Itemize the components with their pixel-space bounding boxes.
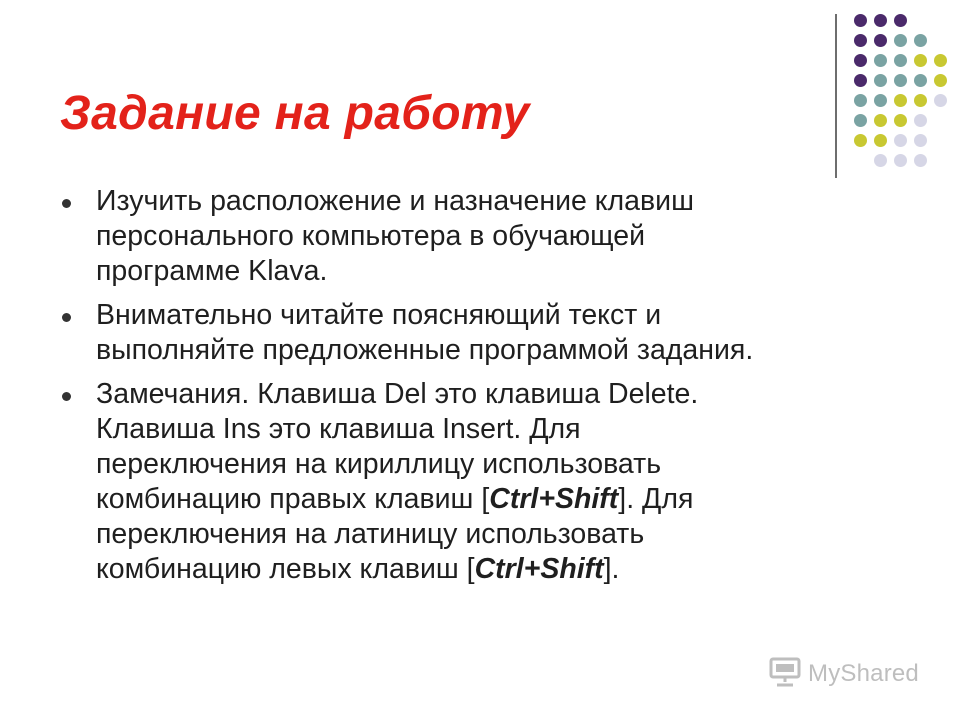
bullet-dot-icon xyxy=(62,199,71,208)
text-segment: комбинацию левых клавиш [ xyxy=(96,553,475,585)
decor-dot xyxy=(894,74,907,87)
decor-dot xyxy=(874,154,887,167)
decor-dot xyxy=(934,54,947,67)
decor-dot xyxy=(934,74,947,87)
decor-dot xyxy=(854,54,867,67)
key-combo-left: Ctrl+Shift xyxy=(474,553,604,585)
bullet-text-line: Внимательно читайте поясняющий текст и xyxy=(96,299,662,331)
decor-dot xyxy=(894,114,907,127)
bullet-text-line: переключения на кириллицу использовать xyxy=(96,448,662,480)
key-combo-right: Ctrl+Shift xyxy=(489,483,619,515)
decor-dot xyxy=(874,14,887,27)
bullet-text-line: персонального компьютера в обучающей xyxy=(96,220,646,252)
decor-dot xyxy=(874,34,887,47)
watermark-text: MyShared xyxy=(808,660,919,687)
slide-title: Задание на работу xyxy=(60,87,530,140)
bullet-text-line xyxy=(96,482,920,517)
decor-dot xyxy=(874,134,887,147)
presentation-board-icon xyxy=(768,656,802,693)
bullet-text-line: Изучить расположение и назначение клавиш xyxy=(96,185,694,217)
decorative-dot-grid xyxy=(851,14,951,164)
watermark xyxy=(768,656,919,692)
bullet-text-line xyxy=(96,552,920,587)
bullet-text-line: Клавиша Ins это клавиша Insert. Для xyxy=(96,413,581,445)
decor-dot xyxy=(914,54,927,67)
bullet-text-line: Замечания. Клавиша Del это клавиша Delete. xyxy=(96,378,699,410)
decor-dot xyxy=(914,154,927,167)
bullet-item xyxy=(60,184,920,289)
decor-dot xyxy=(854,34,867,47)
decor-dot xyxy=(854,94,867,107)
decor-dot xyxy=(894,154,907,167)
decor-dot xyxy=(894,54,907,67)
decor-dot xyxy=(854,134,867,147)
decor-dot xyxy=(854,114,867,127)
decor-dot xyxy=(854,14,867,27)
bullet-dot-icon xyxy=(62,313,71,322)
decor-dot xyxy=(914,94,927,107)
bullet-text-line: программе Klava. xyxy=(96,255,328,287)
text-segment: ]. Для xyxy=(618,483,694,515)
decor-dot xyxy=(894,14,907,27)
bullet-list xyxy=(60,184,920,596)
decor-dot xyxy=(894,94,907,107)
text-segment: ]. xyxy=(603,553,620,585)
decor-dot xyxy=(874,74,887,87)
decor-dot xyxy=(914,114,927,127)
bullet-item xyxy=(60,377,920,587)
decor-dot xyxy=(874,94,887,107)
decor-dot xyxy=(934,94,947,107)
bullet-dot-icon xyxy=(62,392,71,401)
decor-dot xyxy=(914,74,927,87)
decor-dot xyxy=(874,114,887,127)
decor-dot xyxy=(914,34,927,47)
decor-dot xyxy=(914,134,927,147)
title-divider-line xyxy=(835,14,837,178)
bullet-text-line: выполняйте предложенные программой задания. xyxy=(96,334,754,366)
bullet-text-line: переключения на латиницу использовать xyxy=(96,518,645,550)
decor-dot xyxy=(894,134,907,147)
bullet-item xyxy=(60,298,920,368)
decor-dot xyxy=(854,74,867,87)
text-segment: комбинацию правых клавиш [ xyxy=(96,483,490,515)
decor-dot xyxy=(874,54,887,67)
decor-dot xyxy=(894,34,907,47)
